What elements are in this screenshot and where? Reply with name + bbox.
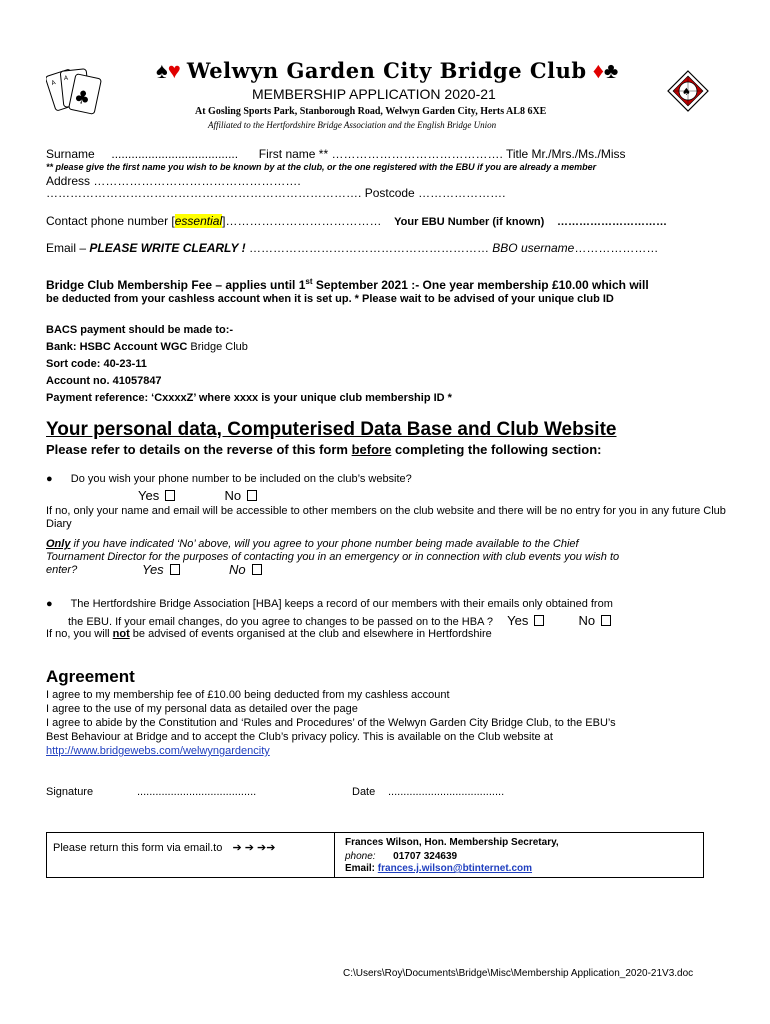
return-box-divider [334,833,335,877]
date-field[interactable]: ...................................... [388,786,505,798]
bacs-line-4: Account no. 41057847 [46,375,162,387]
svg-text:♠: ♠ [682,87,691,98]
q2-yes-checkbox[interactable] [170,564,180,575]
bacs-line-2 [46,339,452,356]
q3-note: If no, you will not be advised of events organised at the club and elsewhere in Hertfordshire [46,628,492,640]
q1-no-checkbox[interactable] [247,490,257,501]
date-label: Date [352,786,376,798]
email-note: PLEASE WRITE CLEARLY ! [89,241,246,255]
ebu-field[interactable]: ………………………… [556,216,667,228]
q1-no-label: No [224,488,242,503]
postcode-field[interactable]: …………………. [418,186,506,200]
club-emblem-logo [667,70,709,112]
bullet-icon: ● [46,598,53,610]
return-instruction: Please return this form via email.to ➔ ➔ ➔➔ [53,842,276,854]
svg-text:♣: ♣ [72,86,93,110]
fee-sup: st [305,277,313,286]
q2-yes-label: Yes [142,562,164,577]
address-label: Address [46,174,91,188]
fee-line-1 [46,277,649,292]
bacs-line-1: BACS payment should be made to:- [46,324,234,336]
personal-data-heading: Your personal data, Computerised Data Base and Club Website [46,419,617,440]
form-title: MEMBERSHIP APPLICATION 2020-21 [252,86,496,102]
question-2: Only if you have indicated ‘No’ above, will you agree to your phone number being made available to the Chief Tournament Director for the purposes of contacting you in an emergency or in connection with club events you wish to enter? Yes No [46,538,620,577]
arrow-right-icons: ➔ ➔ ➔➔ [232,842,276,854]
fee-text-a: – applies until 1 [212,278,306,292]
firstname-field[interactable]: ……………………………………. [331,147,503,161]
q3-yes-checkbox[interactable] [534,615,544,626]
bacs-line-5: Payment reference: ‘CxxxxZ’ where xxxx is your unique club membership ID * [46,392,452,404]
address-row-2 [46,186,505,200]
fee-text-b: September 2021 :- One year membership £10.00 which will [312,278,649,292]
club-address: At Gosling Sports Park, Stanborough Road, Welwyn Garden City, Herts AL8 6XE [195,106,547,117]
secretary-phone [345,851,457,862]
bacs-bank-rest: Bridge Club [187,341,248,353]
svg-text:A: A [63,74,69,83]
postcode-label: Postcode [364,186,415,200]
bacs-block [46,322,452,407]
surname-label: Surname [46,147,95,161]
q2-only: Only [46,538,71,550]
secretary-name: Frances Wilson, Hon. Membership Secretary, [345,837,559,848]
file-path-footer: C:\Users\Roy\Documents\Bridge\Misc\Membership Application_2020-21V3.doc [343,968,694,979]
address-field-line2[interactable]: ……………………………………………………………………. [46,186,362,200]
club-name-heading [156,58,618,84]
surname-field[interactable]: ...................................... [111,147,239,161]
q1-note: If no, only your name and email will be accessible to other members on the club website and there will be no entry for you in any future Club Diary [46,505,726,530]
agreement-heading: Agreement [46,667,135,686]
question-1: ● Do you wish your phone number to be included on the club’s website? [46,473,412,485]
q3-yes-label: Yes [507,613,529,628]
question-3-line-2: the EBU. If your email changes, do you agree to changes to be passed on to the HBA ? Yes No [68,613,611,628]
secretary-email-link[interactable]: frances.j.wilson@btinternet.com [377,863,533,874]
club-name: Welwyn Garden City Bridge Club [186,58,587,83]
question-3-line-1: ● The Hertfordshire Bridge Association [HBA] keeps a record of our members with their emails only obtained from [46,598,613,610]
phone-field[interactable]: ]………………………………… [222,214,382,228]
signature-label: Signature [46,786,94,798]
q1-options [138,488,257,503]
secretary-email [345,863,532,874]
fee-line-2: be deducted from your cashless account when it is set up. * Please wait to be advised of your unique club ID [46,293,614,305]
bbo-label: BBO username [492,241,575,255]
address-field-line1[interactable]: ……………………………………………. [93,174,301,188]
svg-text:A: A [50,79,57,88]
q1-yes-label: Yes [138,488,160,503]
suits-right-icon: ♦♣ [592,58,619,83]
signature-field[interactable]: ....................................... [137,786,257,798]
bacs-line-3: Sort code: 40-23-11 [46,358,147,370]
q2-options [142,563,262,576]
email-row [46,241,658,255]
club-website-link[interactable]: http://www.bridgewebs.com/welwyngardencity [46,745,270,757]
firstname-note: ** please give the first name you wish to be known by at the club, or the one registered with the EBU if you are already a member [46,162,597,172]
q2-no-checkbox[interactable] [252,564,262,575]
q3-no-label: No [578,613,596,628]
q3-no-checkbox[interactable] [601,615,611,626]
name-row [46,147,626,161]
affiliation-text: Affiliated to the Hertfordshire Bridge Association and the English Bridge Union [208,120,497,130]
return-box [46,832,704,878]
phone-label: phone: [345,851,376,862]
agreement-text: I agree to my membership fee of £10.00 being deducted from my cashless account I agree to the use of my personal data as detailed over the page I agree to abide by the Constitution and ‘Rules and Procedures’ of the Welwyn Garden City Bridge Club, to the EBU’s Best Behaviour at Bridge and to accept the Club’s privacy policy. This is available on the Club website at http://www.bridgewebs.com/welwyngardencity [46,689,616,757]
email-label: Email: [345,863,378,874]
bbo-field[interactable]: ………………… [574,241,659,255]
firstname-label: First name ** [258,147,329,161]
phone-label: Contact phone number [ [46,214,175,228]
playing-cards-logo [46,66,108,124]
email-label: Email – [46,241,90,255]
q2-no-label: No [228,562,246,577]
email-field[interactable]: …………………………………………………… [248,241,489,255]
phone-number: 01707 324639 [393,851,458,862]
fee-heading: Bridge Club Membership Fee [46,278,213,292]
bacs-bank: Bank: HSBC Account WGC [46,341,188,353]
bullet-icon: ● [46,473,53,485]
personal-data-subheading: Please refer to details on the reverse of this form before completing the following section: [46,442,602,457]
suits-left-icon: ♠♥ [156,58,181,83]
ebu-label: Your EBU Number (if known) [394,216,545,228]
phone-row [46,214,667,228]
q1-yes-checkbox[interactable] [165,490,175,501]
phone-essential-highlight: essential [174,214,223,228]
title-field[interactable]: Title Mr./Mrs./Ms./Miss [505,147,626,161]
